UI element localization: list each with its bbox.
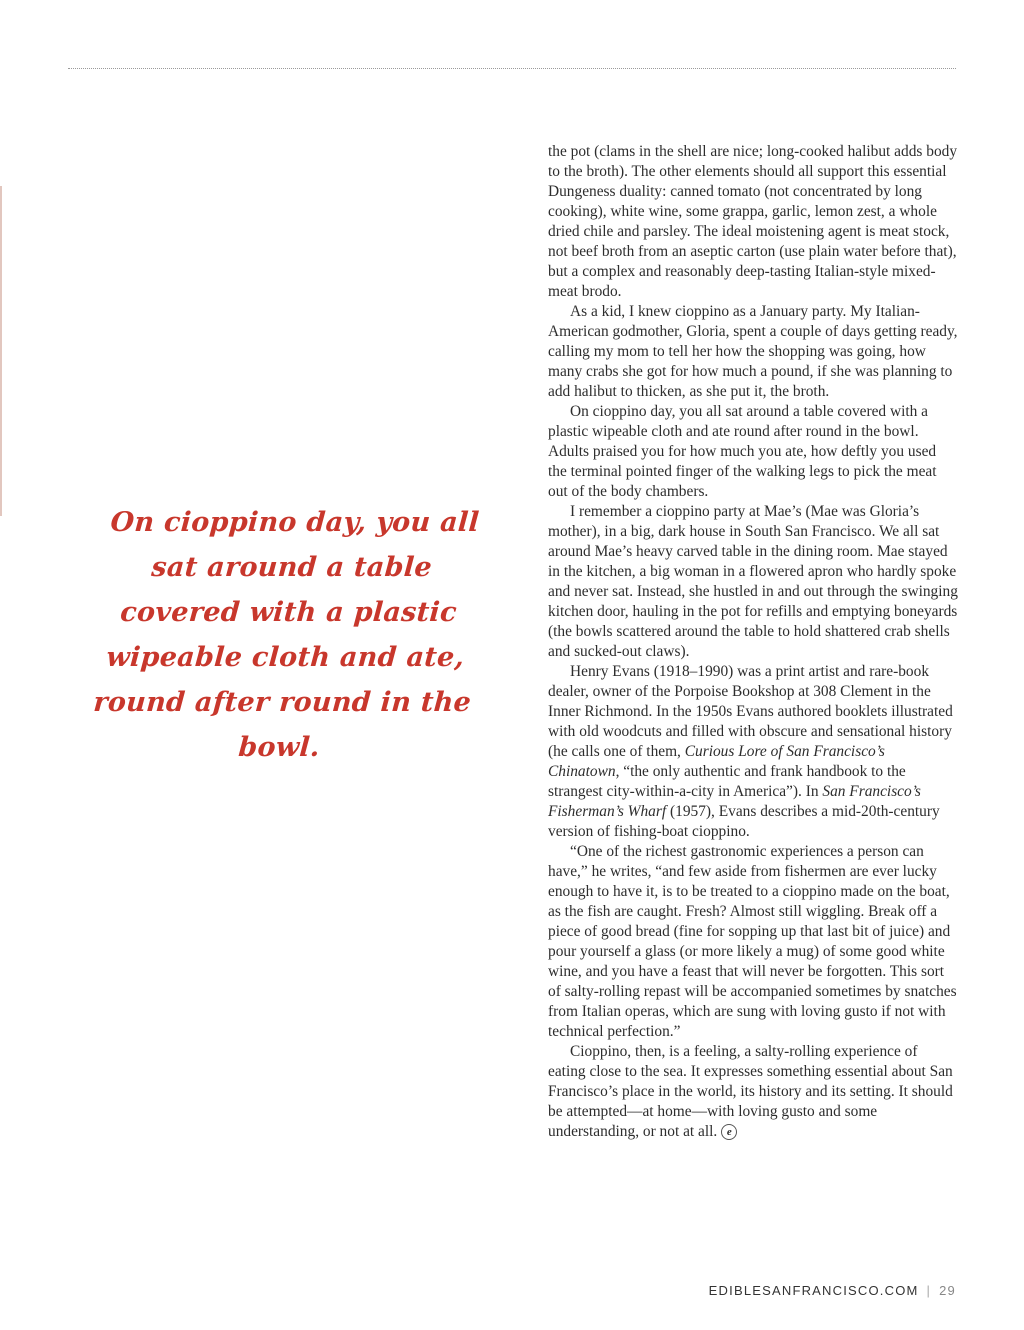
pull-quote: On cioppino day, you all sat around a table covered with a plastic wipeable cloth and ate, round after round in the bowl.	[92, 507, 481, 763]
article-body	[548, 142, 958, 1142]
paragraph: On cioppino day, you all sat around a table covered with a plastic wipeable cloth and ate round after round in the bowl. Adults praised you for how much you ate, how deftly you used the terminal pointed finger of the walking legs to pick the meat out of the body chambers.	[548, 403, 937, 500]
paragraph: As a kid, I knew cioppino as a January party. My Italian-American godmother, Gloria, spent a couple of days getting ready, calling my mom to tell her how the shopping was going, how many crabs she got for how much a pound, if she was planning to add halibut to thicken, as she put it, the broth.	[548, 303, 958, 400]
evans-end-text: (1957), Evans describes a mid-20th-century version of fishing-boat cioppino.	[548, 803, 940, 840]
end-of-article-icon: e	[721, 1124, 737, 1140]
paragraph-closing	[548, 1042, 958, 1142]
closing-text: Cioppino, then, is a feeling, a salty-rolling experience of eating close to the sea. It expresses something essential about San Francisco’s place in the world, its history and its setting. It should be attempted—at home—with loving gusto and some understanding, or not at all.	[548, 1043, 953, 1140]
paragraph: the pot (clams in the shell are nice; long-cooked halibut adds body to the broth). The other elements should all support this essential Dungeness duality: canned tomato (not concentrated by long cooking), white wine, some grappa, garlic, lemon zest, a whole dried chile and parsley. The ideal moistening agent is meat stock, not beef broth from an aseptic carton (use plain water before that), but a complex and reasonably deep-tasting Italian-style mixed-meat brodo.	[548, 143, 958, 300]
footer-separator: |	[926, 1283, 932, 1298]
book-title-chinatown: Curious Lore of San Francisco’s Chinatown	[548, 743, 885, 780]
paragraph-quote: “One of the richest gastronomic experiences a person can have,” he writes, “and few aside from fishermen are ever lucky enough to have it, is to be treated to a cioppino made on the boat, as the fish are caught. Fresh? Almost still wiggling. Break off a piece of good bread (fine for sopping up that last bit of juice) and pour yourself a glass (or more likely a mug) of some good white wine, and you have a feast that will never be forgotten. This sort of salty-rolling repast will be accompanied sometimes by snatches from Italian operas, which are sung with loving gusto if not with technical perfection.”	[548, 843, 957, 1040]
top-dotted-rule	[68, 68, 956, 69]
paragraph: I remember a cioppino party at Mae’s (Mae was Gloria’s mother), in a big, dark house in South San Francisco. We all sat around Mae’s heavy carved table in the dining room. Mae stayed in the kitchen, a big woman in a flowered apron who hardly spoke and never sat. Instead, she hustled in and out through the swinging kitchen door, hauling in the pot for refills and emptying boneyards (the bowls scattered around the table to hold shattered crab shells and sucked-out claws).	[548, 503, 958, 660]
book-title-fishermans-wharf: San Francisco’s Fisherman’s Wharf	[548, 783, 921, 820]
photo-edge-strip	[0, 186, 2, 516]
paragraph-henry-evans	[548, 662, 958, 842]
page-number: 29	[939, 1283, 956, 1298]
evans-mid-text: , “the only authentic and frank handbook to the strangest city-within-a-city in America”). In	[548, 763, 906, 800]
footer-website: EDIBLESANFRANCISCO.COM	[708, 1283, 919, 1298]
page-footer	[709, 1283, 956, 1298]
evans-intro-text: Henry Evans (1918–1990) was a print artist and rare-book dealer, owner of the Porpoise Bookshop at 308 Clement in the Inner Richmond. In the 1950s Evans authored booklets illustrated with old woodcuts and filled with obscure and sensational history (he calls one of them,	[548, 663, 953, 760]
